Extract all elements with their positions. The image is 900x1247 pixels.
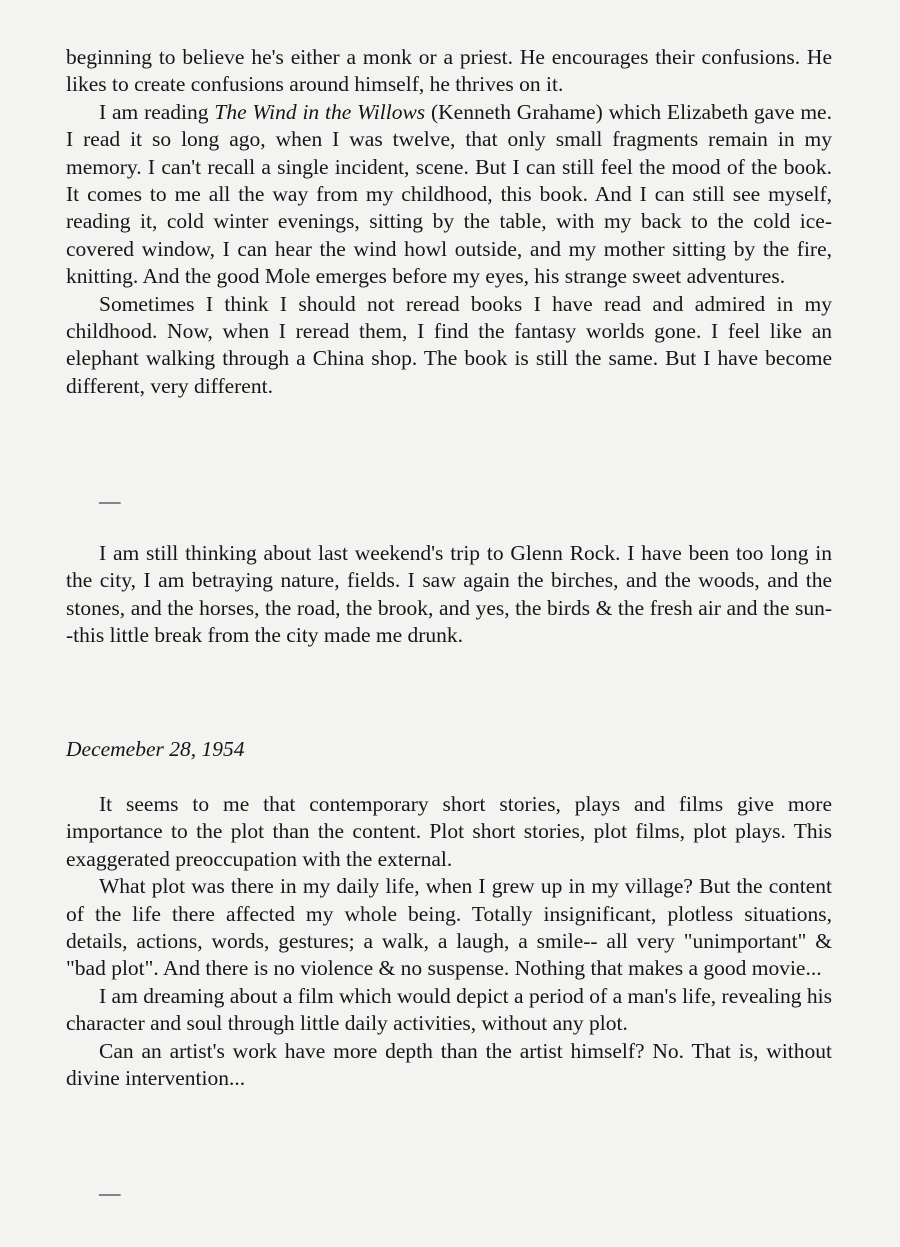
- text-reading-body: (Kenneth Grahame) which Elizabeth gave me. I read it so long ago, when I was twelve, that only small fragments remain in my memory. I can't recall a single incident, scene. But I can still feel the mood of the book. It comes to me all the way from my childhood, this book. And I can still see myself, reading it, cold winter evenings, sitting by the table, with my back to the cold ice-covered window, I can hear the wind howl outside, and my mother sitting by the fire, knitting. And the good Mole emerges before my eyes, his strange sweet adventures.: [66, 99, 832, 289]
- paragraph-glenn-rock-trip: I am still thinking about last weekend's trip to Glenn Rock. I have been too long in the city, I am betraying nature, fields. I saw again the birches, and the woods, and the stones, and the horses, the road, the brook, and yes, the birds & the fresh air and the sun--this little break from the city made me drunk.: [66, 541, 832, 648]
- paragraph-wind-in-the-willows: [66, 99, 832, 291]
- entry-heading: [66, 736, 832, 763]
- text-reading-intro: I am reading: [99, 99, 215, 124]
- section-divider: —: [99, 489, 120, 513]
- paragraph-rereading-books: Sometimes I think I should not reread books I have read and admired in my childhood. Now, when I reread them, I find the fantasy worlds gone. I feel like an elephant walking through a China shop. The book is still the same. But I have become different, very different.: [66, 291, 832, 398]
- book-title: The Wind in the Willows: [214, 99, 426, 124]
- entry-date: Decemeber 28, 1954: [66, 737, 245, 761]
- section-book-reflection: [66, 44, 832, 400]
- section-glenn-rock: [66, 540, 832, 650]
- paragraph-artist-depth: Can an artist's work have more depth than the artist himself? No. That is, without divine intervention...: [66, 1038, 832, 1091]
- paragraph-plot-vs-content: It seems to me that contemporary short stories, plays and films give more importance to the plot than the content. Plot short stories, plot films, plot plays. This exaggerated preoccupation with the external.: [66, 792, 832, 871]
- section-divider-bottom: —: [99, 1181, 120, 1205]
- separator-second: [66, 1180, 832, 1207]
- paragraph-village-life: What plot was there in my daily life, when I grew up in my village? But the content of the life there affected my whole being. Totally insignificant, plotless situations, details, actions, words, gestures; a walk, a laugh, a smile-- all very "unimportant" & "bad plot". And there is no violence & no suspense. Nothing that makes a good movie...: [66, 874, 832, 981]
- separator-first: [66, 488, 832, 515]
- paragraph-film-dream: I am dreaming about a film which would depict a period of a man's life, revealing his character and soul through little daily activities, without any plot.: [66, 983, 832, 1036]
- section-plot-reflection: [66, 791, 832, 1092]
- paragraph-monk-priest: beginning to believe he's either a monk or a priest. He encourages their confusions. He likes to create confusions around himself, he thrives on it.: [66, 45, 832, 97]
